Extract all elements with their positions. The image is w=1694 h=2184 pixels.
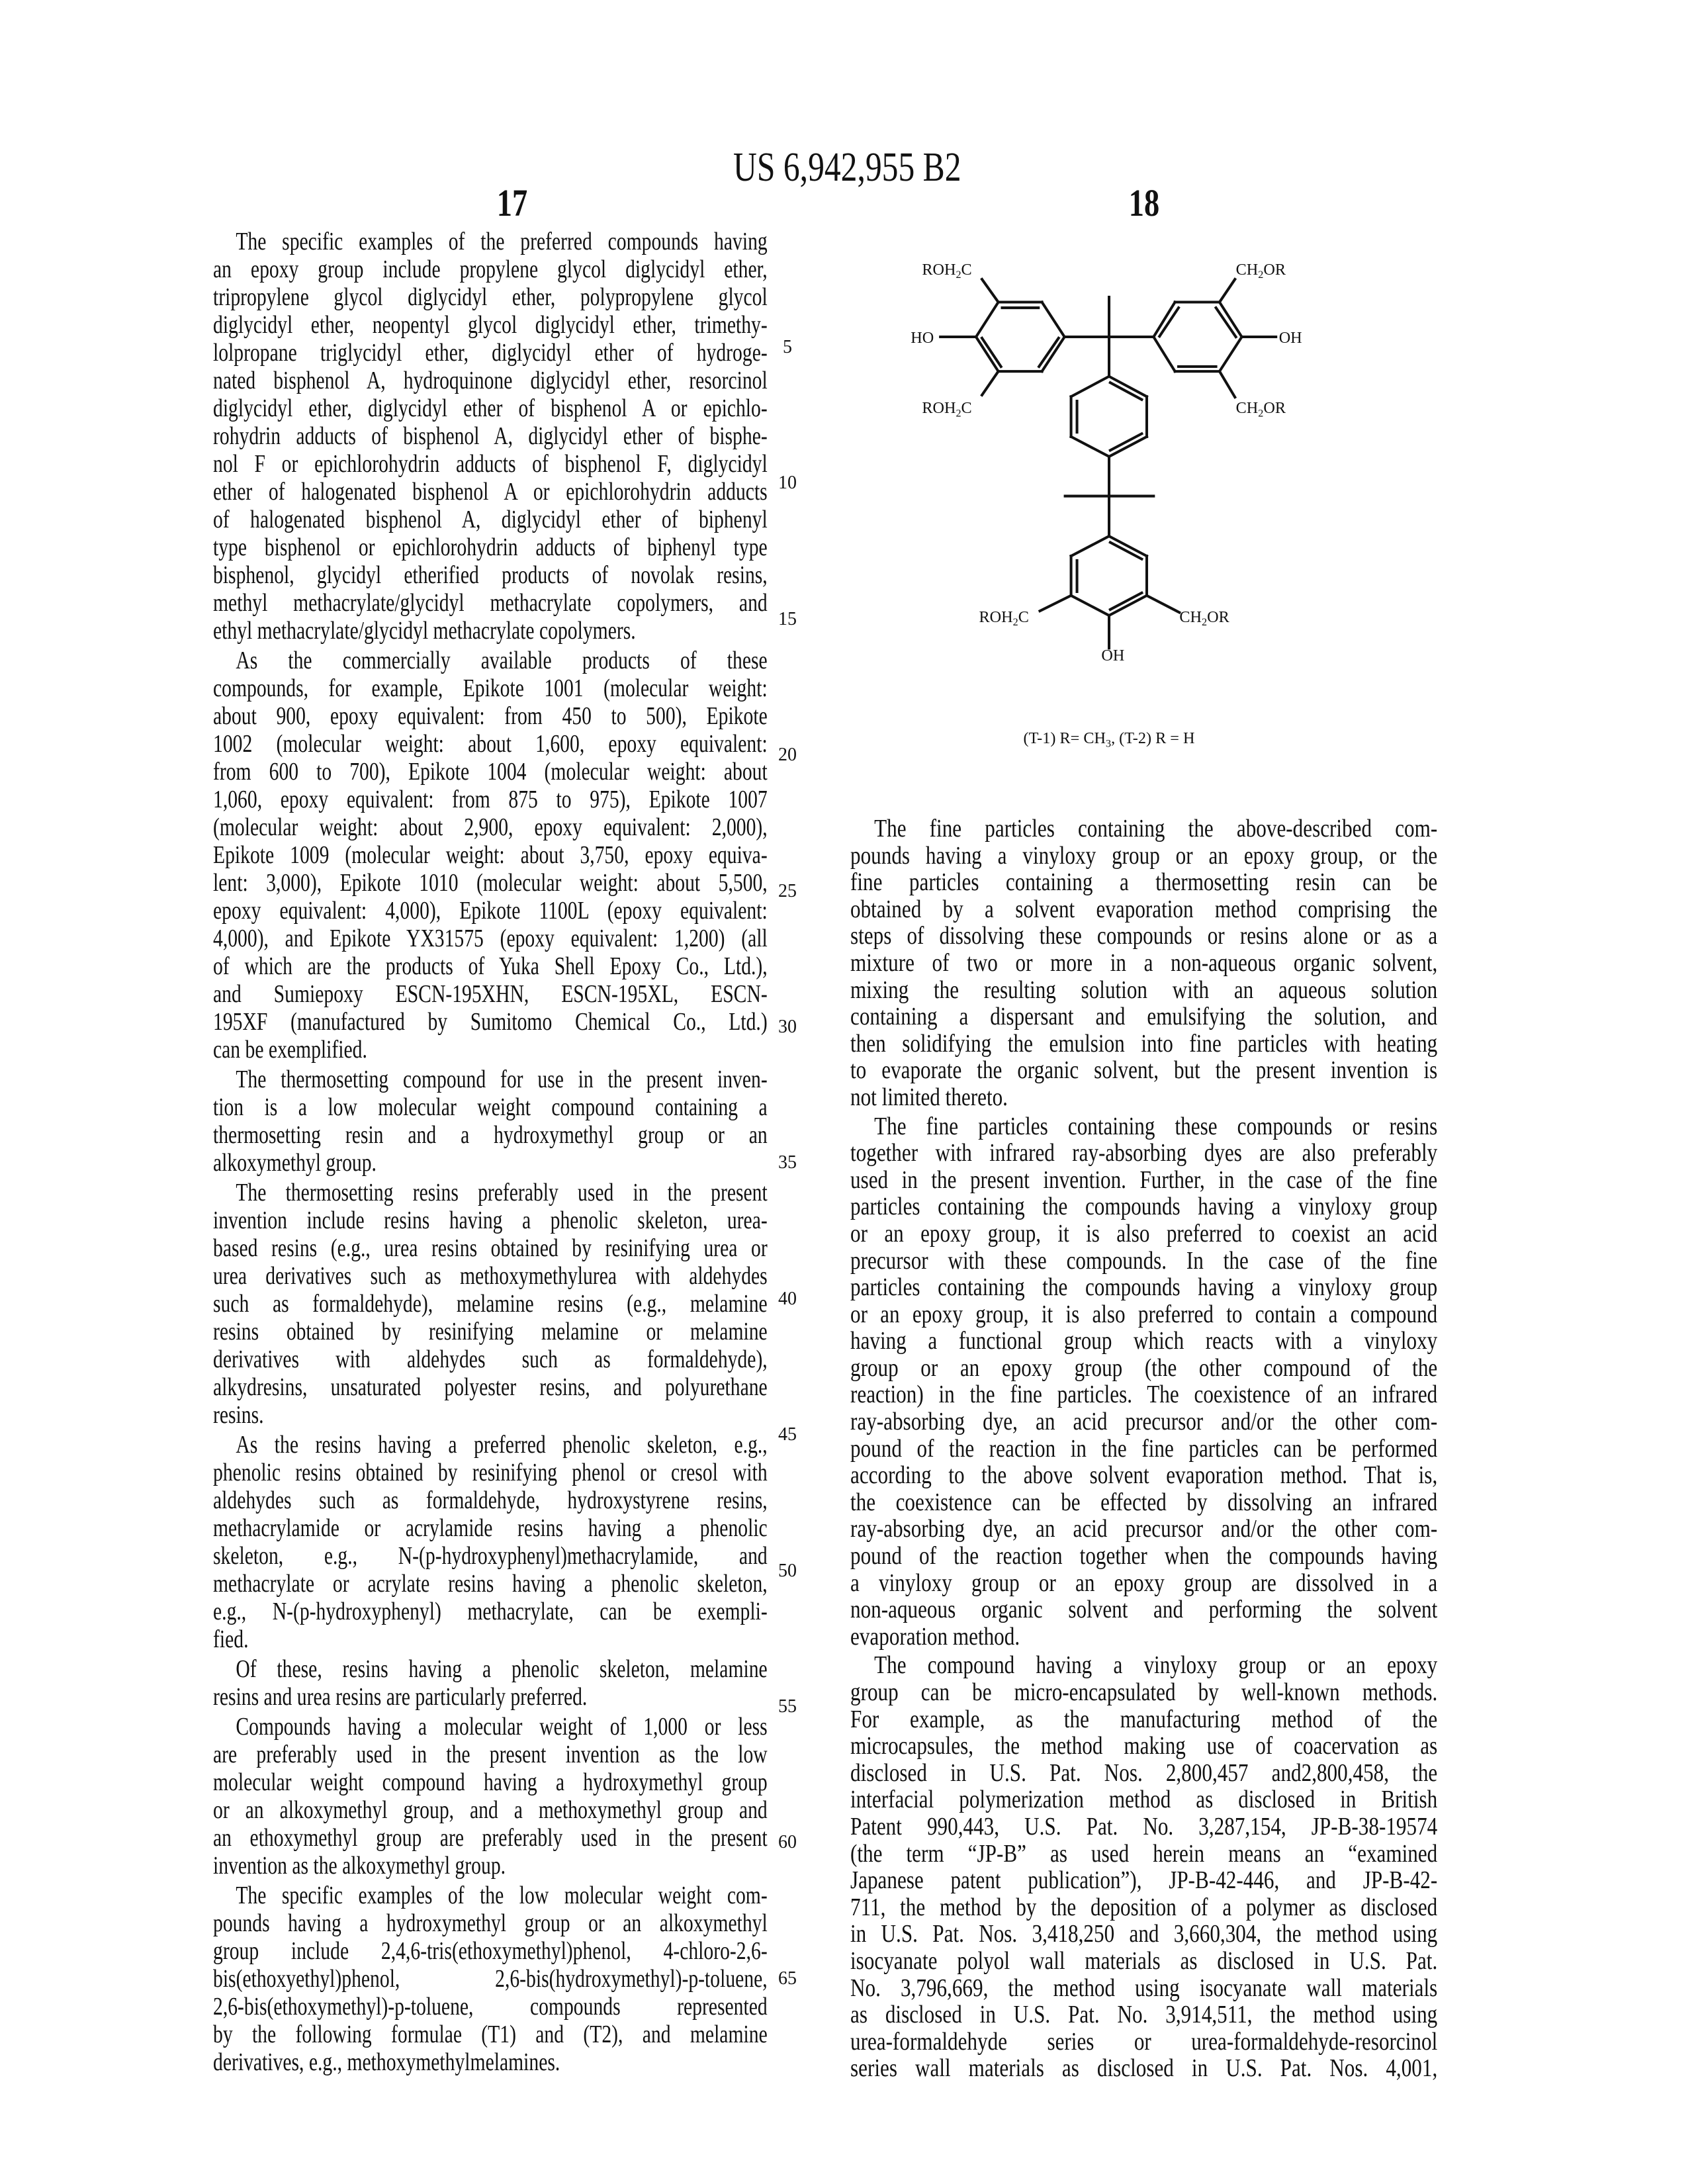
structure-bonds: [940, 279, 1276, 648]
line-number: 5: [774, 338, 801, 357]
text-line: alkydresins, unsaturated polyester resins, and polyurethane: [213, 1373, 768, 1401]
text-line: 1002 (molecular weight: about 1,600, epoxy equivalent:: [213, 730, 768, 758]
right-page-number: 18: [1129, 184, 1159, 222]
text-line: the coexistence can be effected by dissolving an infrared: [850, 1489, 1437, 1516]
text-line: Compounds having a molecular weight of 1,000 or less: [213, 1713, 768, 1741]
paragraph: [850, 1652, 1437, 2082]
text-line: can be exemplified.: [213, 1036, 768, 1064]
text-line: The specific examples of the preferred compounds having: [213, 228, 768, 255]
line-number: 55: [774, 1697, 801, 1717]
text-line: group can be micro-encapsulated by well-known methods.: [850, 1679, 1437, 1706]
text-line: lolpropane triglycidyl ether, diglycidyl ether of hydroge-: [213, 339, 768, 367]
text-line: 2,6-bis(ethoxymethyl)-p-toluene, compounds represented: [213, 1993, 768, 2021]
right-text-column: [850, 815, 1437, 2084]
text-line: ethyl methacrylate/glycidyl methacrylate copolymers.: [213, 617, 768, 645]
text-line: No. 3,796,669, the method using isocyanate wall materials: [850, 1975, 1437, 2002]
text-line: epoxy equivalent: 4,000), Epikote 1100L (epoxy equivalent:: [213, 897, 768, 925]
text-line: or an alkoxymethyl group, and a methoxymethyl group and: [213, 1796, 768, 1824]
text-line: The fine particles containing these compounds or resins: [850, 1113, 1437, 1140]
label-oh-bottom: OH: [1101, 647, 1124, 664]
text-line: pounds having a hydroxymethyl group or an alkoxymethyl: [213, 1909, 768, 1937]
text-line: from 600 to 700), Epikote 1004 (molecular weight: about: [213, 758, 768, 786]
text-line: resins obtained by resinifying melamine or melamine: [213, 1318, 768, 1345]
text-line: 195XF (manufactured by Sumitomo Chemical Co., Ltd.): [213, 1008, 768, 1036]
text-line: an ethoxymethyl group are preferably used in the present: [213, 1824, 768, 1852]
text-line: then solidifying the emulsion into fine particles with heating: [850, 1030, 1437, 1058]
text-line: methacrylamide or acrylamide resins having a phenolic: [213, 1514, 768, 1542]
text-line: particles containing the compounds having a vinyloxy group: [850, 1274, 1437, 1301]
text-line: non-aqueous organic solvent and performing the solvent: [850, 1596, 1437, 1623]
text-line: an epoxy group include propylene glycol diglycidyl ether,: [213, 255, 768, 283]
line-number: 10: [774, 473, 801, 493]
text-line: thermosetting resin and a hydroxymethyl group or an: [213, 1121, 768, 1149]
paragraph: [850, 1113, 1437, 1651]
text-line: invention include resins having a phenolic skeleton, urea-: [213, 1206, 768, 1234]
text-line: nol F or epichlorohydrin adducts of bisphenol F, diglycidyl: [213, 450, 768, 478]
text-line: reaction) in the fine particles. The coexistence of an infrared: [850, 1381, 1437, 1408]
text-line: The specific examples of the low molecular weight com-: [213, 1882, 768, 1909]
text-line: methacrylate or acrylate resins having a phenolic skeleton,: [213, 1570, 768, 1598]
text-line: microcapsules, the method making use of coacervation as: [850, 1733, 1437, 1760]
left-text-column: [213, 228, 768, 2078]
text-line: diglycidyl ether, diglycidyl ether of bisphenol A or epichlo-: [213, 394, 768, 422]
text-line: The thermosetting compound for use in the present inven-: [213, 1066, 768, 1093]
text-line: ether of halogenated bisphenol A or epichlorohydrin adducts: [213, 478, 768, 506]
text-line: As the resins having a preferred phenolic skeleton, e.g.,: [213, 1431, 768, 1459]
paragraph: [213, 1713, 768, 1880]
text-line: For example, as the manufacturing method of the: [850, 1706, 1437, 1733]
text-line: isocyanate polyol wall materials as disclosed in U.S. Pat.: [850, 1948, 1437, 1975]
text-line: precursor with these compounds. In the case of the fine: [850, 1248, 1437, 1275]
structure-caption: (T-1) R= CH3, (T-2) R = H: [1024, 729, 1195, 749]
text-line: resins and urea resins are particularly preferred.: [213, 1683, 768, 1711]
text-line: or an epoxy group, it is also preferred to contain a compound: [850, 1301, 1437, 1328]
label-ch2or-bottom-right: CH2OR: [1236, 399, 1286, 419]
label-oh-right: OH: [1279, 329, 1302, 347]
text-line: mixture of two or more in a non-aqueous organic solvent,: [850, 950, 1437, 977]
text-line: to evaporate the organic solvent, but the present invention is: [850, 1057, 1437, 1084]
text-line: As the commercially available products of these: [213, 647, 768, 674]
paragraph: [213, 228, 768, 645]
text-line: fine particles containing a thermosetting resin can be: [850, 869, 1437, 896]
line-number: 25: [774, 882, 801, 901]
text-line: group include 2,4,6-tris(ethoxymethyl)phenol, 4-chloro-2,6-: [213, 1937, 768, 1965]
text-line: and Sumiepoxy ESCN-195XHN, ESCN-195XL, ESCN-: [213, 980, 768, 1008]
text-line: type bisphenol or epichlorohydrin adducts of biphenyl type: [213, 533, 768, 561]
text-line: The thermosetting resins preferably used in the present: [213, 1179, 768, 1206]
paragraph: [213, 647, 768, 1064]
text-line: particles containing the compounds having a vinyloxy group: [850, 1193, 1437, 1220]
text-line: tripropylene glycol diglycidyl ether, polypropylene glycol: [213, 283, 768, 311]
text-line: The fine particles containing the above-described com-: [850, 815, 1437, 842]
text-line: of which are the products of Yuka Shell Epoxy Co., Ltd.),: [213, 952, 768, 980]
text-line: derivatives with aldehydes such as formaldehyde),: [213, 1345, 768, 1373]
text-line: disclosed in U.S. Pat. Nos. 2,800,457 and2,800,458, the: [850, 1760, 1437, 1787]
text-line: Patent 990,443, U.S. Pat. No. 3,287,154, JP-B-38-19574: [850, 1813, 1437, 1841]
text-line: nated bisphenol A, hydroquinone diglycidyl ether, resorcinol: [213, 367, 768, 394]
line-number: 30: [774, 1017, 801, 1037]
text-line: urea-formaldehyde series or urea-formaldehyde-resorcinol: [850, 2028, 1437, 2056]
text-line: are preferably used in the present invention as the low: [213, 1741, 768, 1768]
text-line: diglycidyl ether, neopentyl glycol diglycidyl ether, trimethy-: [213, 311, 768, 339]
text-line: group or an epoxy group (the other compound of the: [850, 1355, 1437, 1382]
text-line: in U.S. Pat. Nos. 3,418,250 and 3,660,304, the method using: [850, 1921, 1437, 1948]
paragraph: [213, 1066, 768, 1177]
text-line: Of these, resins having a phenolic skeleton, melamine: [213, 1655, 768, 1683]
text-line: The compound having a vinyloxy group or an epoxy: [850, 1652, 1437, 1679]
text-line: molecular weight compound having a hydroxymethyl group: [213, 1768, 768, 1796]
paragraph: [213, 1431, 768, 1653]
patent-number: US 6,942,955 B2: [733, 147, 961, 188]
text-line: methyl methacrylate/glycidyl methacrylate copolymers, and: [213, 589, 768, 617]
label-ch2or-lower: CH2OR: [1179, 608, 1229, 628]
text-line: of halogenated bisphenol A, diglycidyl ether of biphenyl: [213, 506, 768, 533]
line-number: 50: [774, 1561, 801, 1581]
label-roh2c-top-left: ROH2C: [922, 261, 971, 281]
line-number: 45: [774, 1425, 801, 1445]
line-number: 15: [774, 610, 801, 629]
text-line: pound of the reaction in the fine particles can be performed: [850, 1435, 1437, 1463]
text-line: Epikote 1009 (molecular weight: about 3,750, epoxy equiva-: [213, 841, 768, 869]
text-line: according to the above solvent evaporation method. That is,: [850, 1462, 1437, 1489]
text-line: skeleton, e.g., N-(p-hydroxyphenyl)methacrylamide, and: [213, 1542, 768, 1570]
paragraph: [213, 1179, 768, 1429]
text-line: derivatives, e.g., methoxymethylmelamines.: [213, 2048, 768, 2076]
text-line: not limited thereto.: [850, 1084, 1437, 1111]
text-line: Japanese patent publication”), JP-B-42-446, and JP-B-42-: [850, 1867, 1437, 1894]
text-line: lent: 3,000), Epikote 1010 (molecular weight: about 5,500,: [213, 869, 768, 897]
line-number: 40: [774, 1289, 801, 1309]
text-line: aldehydes such as formaldehyde, hydroxystyrene resins,: [213, 1486, 768, 1514]
text-line: fied.: [213, 1625, 768, 1653]
text-line: evaporation method.: [850, 1623, 1437, 1651]
paragraph: [213, 1655, 768, 1711]
text-line: e.g., N-(p-hydroxyphenyl) methacrylate, can be exempli-: [213, 1598, 768, 1625]
text-line: invention as the alkoxymethyl group.: [213, 1852, 768, 1880]
chemical-structure-t1-t2: [860, 238, 1323, 754]
text-line: a vinyloxy group or an epoxy group are dissolved in a: [850, 1570, 1437, 1597]
text-line: ray-absorbing dye, an acid precursor and/or the other com-: [850, 1516, 1437, 1543]
left-page-number: 17: [497, 184, 527, 222]
text-line: compounds, for example, Epikote 1001 (molecular weight:: [213, 674, 768, 702]
text-line: based resins (e.g., urea resins obtained by resinifying urea or: [213, 1234, 768, 1262]
label-ch2or-top-right: CH2OR: [1236, 261, 1286, 281]
text-line: 711, the method by the deposition of a polymer as disclosed: [850, 1894, 1437, 1921]
text-line: together with infrared ray-absorbing dyes are also preferably: [850, 1140, 1437, 1167]
text-line: alkoxymethyl group.: [213, 1149, 768, 1177]
text-line: steps of dissolving these compounds or resins alone or as a: [850, 923, 1437, 950]
paragraph: [213, 1882, 768, 2076]
text-line: obtained by a solvent evaporation method comprising the: [850, 896, 1437, 923]
text-line: or an epoxy group, it is also preferred to coexist an acid: [850, 1220, 1437, 1248]
text-line: bisphenol, glycidyl etherified products of novolak resins,: [213, 561, 768, 589]
patent-header: [0, 147, 1694, 188]
text-line: mixing the resulting solution with an aqueous solution: [850, 977, 1437, 1004]
text-line: urea derivatives such as methoxymethylurea with aldehydes: [213, 1262, 768, 1290]
text-line: ray-absorbing dye, an acid precursor and/or the other com-: [850, 1408, 1437, 1435]
text-line: phenolic resins obtained by resinifying phenol or cresol with: [213, 1459, 768, 1486]
line-number: 65: [774, 1969, 801, 1989]
text-line: pounds having a vinyloxy group or an epoxy group, or the: [850, 842, 1437, 870]
text-line: about 900, epoxy equivalent: from 450 to 500), Epikote: [213, 702, 768, 730]
text-line: (the term “JP-B” as used herein means an “examined: [850, 1841, 1437, 1868]
text-line: pound of the reaction together when the compounds having: [850, 1543, 1437, 1570]
label-roh2c-bottom-left: ROH2C: [922, 399, 971, 419]
text-line: interfacial polymerization method as disclosed in British: [850, 1786, 1437, 1813]
text-line: used in the present invention. Further, in the case of the fine: [850, 1167, 1437, 1194]
text-line: (molecular weight: about 2,900, epoxy equivalent: 2,000),: [213, 813, 768, 841]
line-number: 20: [774, 745, 801, 765]
text-line: 4,000), and Epikote YX31575 (epoxy equivalent: 1,200) (all: [213, 925, 768, 952]
text-line: 1,060, epoxy equivalent: from 875 to 975), Epikote 1007: [213, 786, 768, 813]
text-line: tion is a low molecular weight compound containing a: [213, 1093, 768, 1121]
paragraph: [850, 815, 1437, 1111]
label-roh2c-lower: ROH2C: [979, 608, 1028, 628]
text-line: series wall materials as disclosed in U.S. Pat. Nos. 4,001,: [850, 2055, 1437, 2082]
text-line: as disclosed in U.S. Pat. No. 3,914,511, the method using: [850, 2001, 1437, 2028]
text-line: rohydrin adducts of bisphenol A, diglycidyl ether of bisphe-: [213, 422, 768, 450]
label-ho-left: HO: [911, 329, 934, 347]
line-number: 35: [774, 1153, 801, 1173]
line-number: 60: [774, 1833, 801, 1852]
text-line: bis(ethoxyethyl)phenol, 2,6-bis(hydroxymethyl)-p-toluene,: [213, 1965, 768, 1993]
text-line: such as formaldehyde), melamine resins (e.g., melamine: [213, 1290, 768, 1318]
text-line: having a functional group which reacts with a vinyloxy: [850, 1328, 1437, 1355]
text-line: containing a dispersant and emulsifying the solution, and: [850, 1003, 1437, 1030]
text-line: by the following formulae (T1) and (T2), and melamine: [213, 2021, 768, 2048]
text-line: resins.: [213, 1401, 768, 1429]
